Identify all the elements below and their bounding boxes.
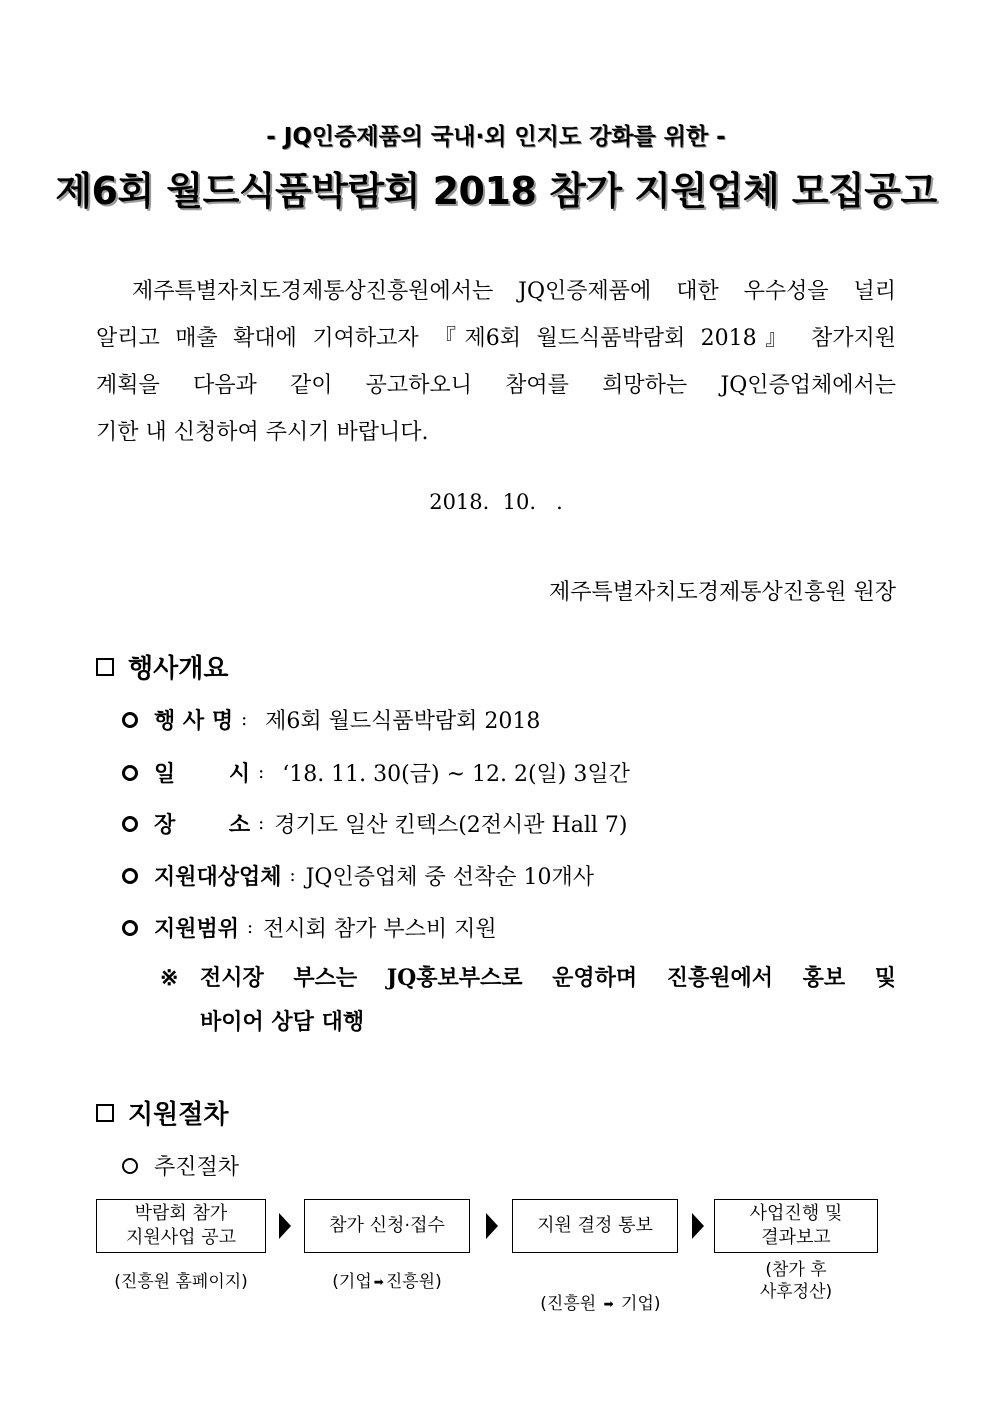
step-note-text: (진흥원 홈페이지) xyxy=(114,1272,248,1292)
item-value: JQ인증업체 중 선착순 10개사 xyxy=(305,865,594,890)
section-overview xyxy=(96,648,228,685)
item-label: 일 시 xyxy=(154,761,251,787)
small-arrow-icon: ➡ xyxy=(373,1275,384,1289)
flow-arrow-icon xyxy=(486,1213,498,1239)
colon-separator: : xyxy=(258,813,265,834)
subtitle: - JQ인증제품의 국내·외 인지도 강화를 위한 - xyxy=(266,124,726,150)
flow-step-3 xyxy=(512,1199,678,1253)
section-heading: 행사개요 xyxy=(128,654,229,684)
step-line: 참가 신청·접수 xyxy=(329,1215,445,1236)
intro-line-2: 알리고 매출 확대에 기여하고자 『제6회 월드식품박람회 2018』 참가지원 xyxy=(96,326,896,351)
issuer: 제주특별자치도경제통상진흥원 원장 xyxy=(548,580,896,605)
intro-line-3: 계획을 다음과 같이 공고하오니 참여를 희망하는 JQ인증업체에서는 xyxy=(96,373,896,398)
step-note-text: 기업) xyxy=(615,1294,661,1314)
step-line: 결과보고 xyxy=(761,1227,831,1248)
flow-arrow-icon xyxy=(692,1213,704,1239)
flow-step-4 xyxy=(714,1199,878,1253)
flow-step-1 xyxy=(96,1199,266,1253)
item-value: ‘18. 11. 30(금) ~ 12. 2(일) 3일간 xyxy=(282,762,630,787)
note-line-2: 바이어 상담 대행 xyxy=(200,1009,365,1035)
section-procedure xyxy=(96,1094,228,1131)
announcement-date: 2018. 10. . xyxy=(429,490,563,514)
step-note-3 xyxy=(504,1271,686,1315)
circle-bullet-icon xyxy=(122,712,138,728)
procedure-sub-item xyxy=(122,1150,239,1181)
flow-arrow-icon xyxy=(279,1213,291,1239)
step-note-text: (진흥원 xyxy=(540,1294,602,1314)
step-note-2 xyxy=(296,1271,478,1293)
colon-separator: : xyxy=(241,709,248,730)
step-note-text: (기업 xyxy=(332,1272,372,1292)
square-bullet-icon xyxy=(96,1104,114,1122)
circle-bullet-icon xyxy=(122,1158,138,1174)
step-line: 사업진행 및 xyxy=(749,1203,843,1224)
circle-bullet-icon xyxy=(122,816,138,832)
step-note-text: 사후정산) xyxy=(759,1282,833,1302)
flow-step-2 xyxy=(304,1199,470,1253)
item-label: 장 소 xyxy=(154,812,251,838)
colon-separator: : xyxy=(258,762,265,783)
item-value: 경기도 일산 킨텍스(2전시관 Hall 7) xyxy=(274,813,628,838)
note-line-1: 전시장 부스는 JQ홍보부스로 운영하며 진흥원에서 홍보 및 xyxy=(200,965,896,991)
colon-separator: : xyxy=(247,917,254,938)
item-value: 제6회 월드식품박람회 2018 xyxy=(265,709,541,734)
step-line: 지원사업 공고 xyxy=(125,1227,237,1248)
square-bullet-icon xyxy=(96,658,114,676)
overview-item-name xyxy=(122,704,540,735)
overview-item-target xyxy=(122,860,594,891)
circle-bullet-icon xyxy=(122,868,138,884)
item-label: 지원범위 xyxy=(154,916,240,942)
step-note-4 xyxy=(714,1259,878,1303)
item-value: 전시회 참가 부스비 지원 xyxy=(263,917,497,942)
overview-item-date xyxy=(122,757,630,788)
circle-bullet-icon xyxy=(122,765,138,781)
item-label: 추진절차 xyxy=(154,1155,240,1180)
step-line: 지원 결정 통보 xyxy=(537,1215,653,1236)
page-title: 제6회 월드식품박람회 2018 참가 지원업체 모집공고 xyxy=(55,169,937,213)
step-line: 박람회 참가 xyxy=(134,1203,228,1224)
colon-separator: : xyxy=(289,865,296,886)
reference-mark: ※ xyxy=(160,965,179,991)
step-note-1 xyxy=(96,1271,266,1293)
small-arrow-icon: ➡ xyxy=(603,1297,614,1311)
step-note-text: 진흥원) xyxy=(385,1272,442,1292)
overview-item-scope xyxy=(122,912,497,943)
overview-item-venue xyxy=(122,808,627,839)
item-label: 지원대상업체 xyxy=(154,864,282,890)
step-note-text: (참가 후 xyxy=(765,1260,827,1280)
item-label: 행 사 명 xyxy=(154,708,234,734)
intro-line-1: 제주특별자치도경제통상진흥원에서는 JQ인증제품에 대한 우수성을 널리 xyxy=(132,279,896,304)
intro-line-4: 기한 내 신청하여 주시기 바랍니다. xyxy=(96,420,429,445)
section-heading: 지원절차 xyxy=(128,1100,229,1130)
circle-bullet-icon xyxy=(122,920,138,936)
